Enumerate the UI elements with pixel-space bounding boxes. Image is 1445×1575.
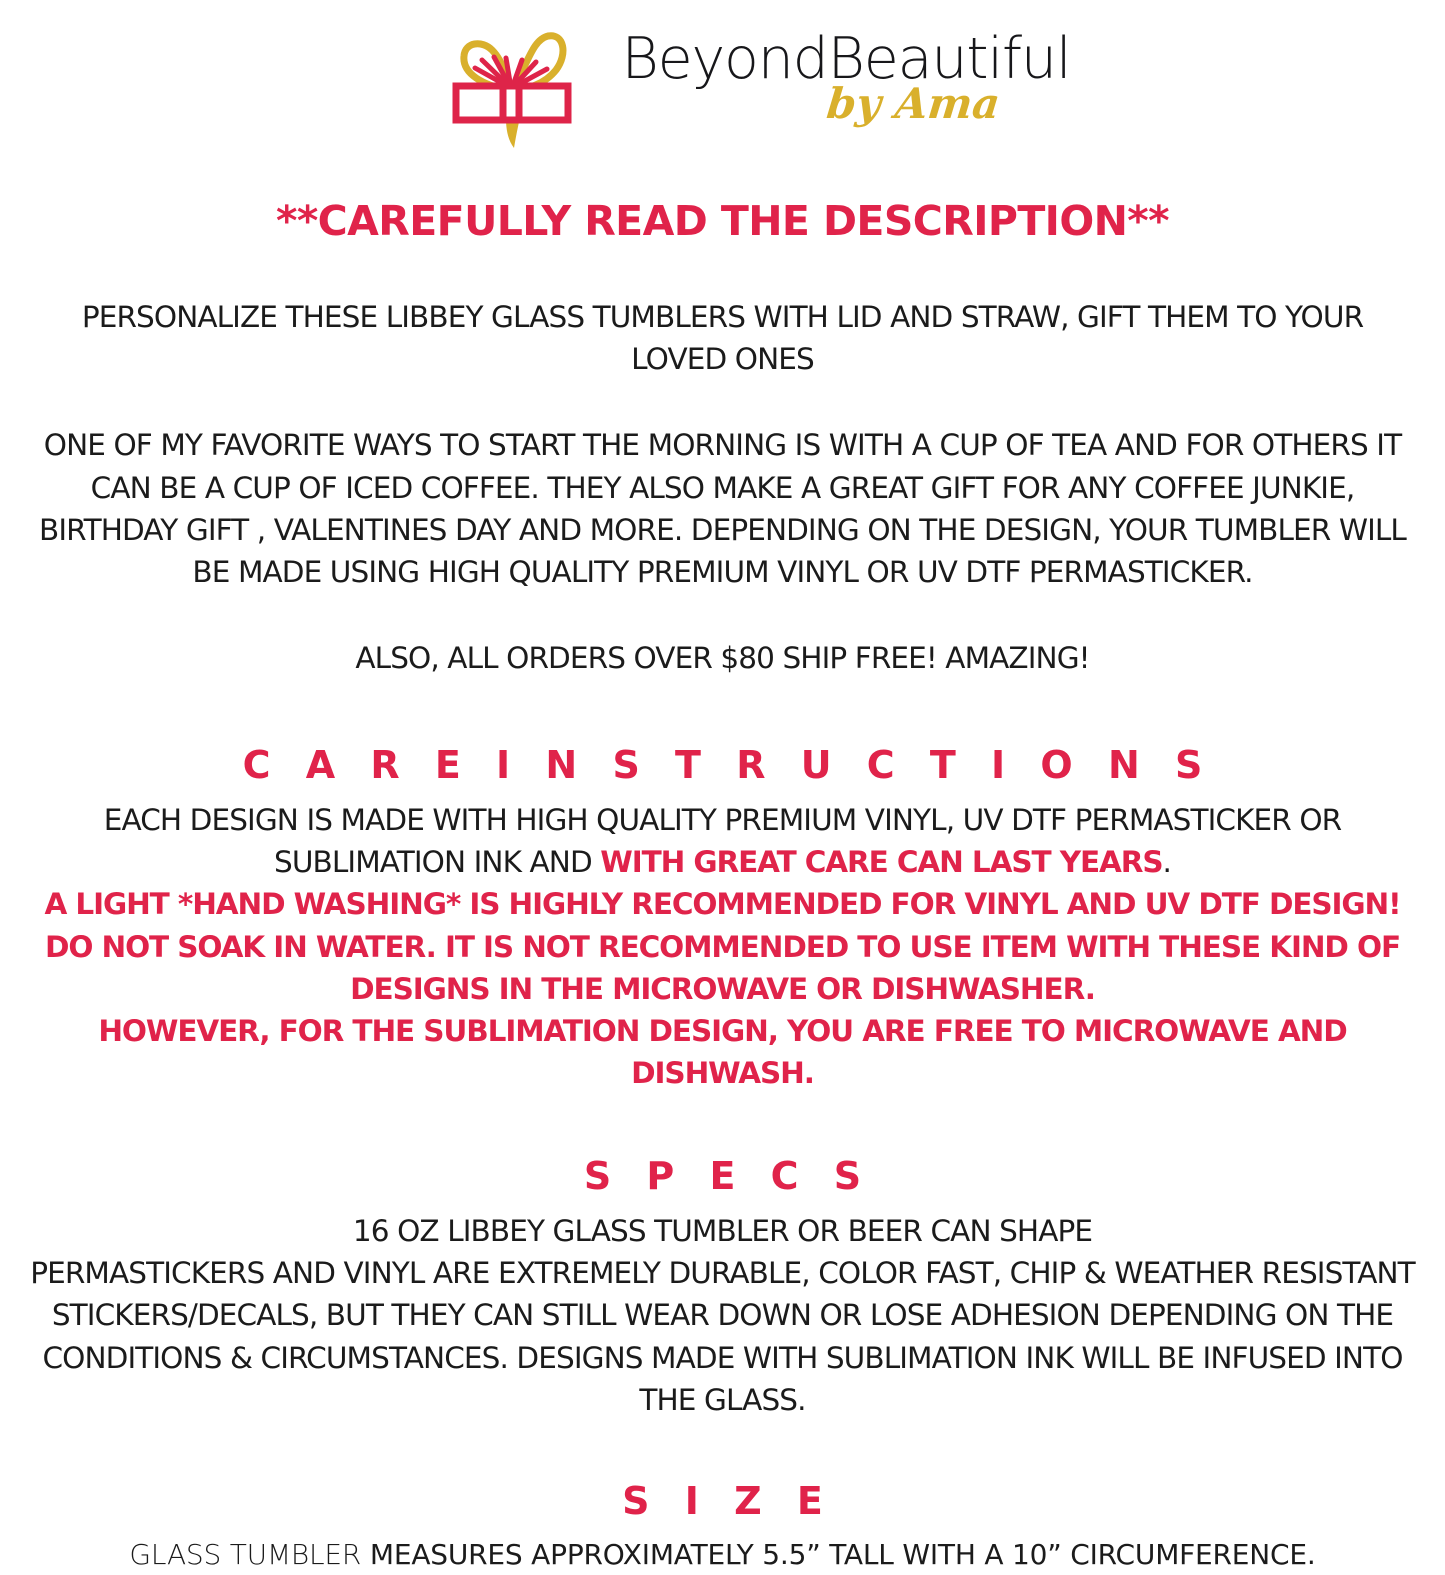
care-line3: DO NOT SOAK IN WATER. IT IS NOT RECOMMENDED TO USE ITEM WITH THESE KIND OF DESIGNS IN THE MICROWAVE OR DISHWASHER. [44,929,1401,1006]
care-instructions-heading: C A R E I N S T R U C T I O N S [242,743,1214,788]
care-instructions-body [23,799,1423,1094]
specs-body [8,1210,1438,1421]
page-title: **CAREFULLY READ THE DESCRIPTION** [276,197,1169,245]
specs-line1: 16 OZ LIBBEY GLASS TUMBLER OR BEER CAN SHAPE [352,1214,1093,1249]
gift-box-icon [444,24,580,152]
care-line1-highlight: WITH GREAT CARE CAN LAST YEARS [600,845,1163,880]
care-line1-tail: . [1162,845,1171,880]
brand-header [0,0,1445,150]
specs-line2: PERMASTICKERS AND VINYL ARE EXTREMELY DURABLE, COLOR FAST, CHIP & WEATHER RESISTANT STICKERS/DECALS, BUT THEY CAN STILL WEAR DOWN OR LOSE ADHESION DEPENDING ON THE CONDITIONS & CIRCUMSTANCES. DESIGNS MADE WITH SUBLIMATION INK WILL BE INFUSED INTO THE GLASS. [30,1256,1415,1417]
intro-paragraph: PERSONALIZE THESE LIBBEY GLASS TUMBLERS WITH LID AND STRAW, GIFT THEM TO YOUR LOVED ONES [81,300,1364,377]
brand-tagline: by Ama [824,79,1003,128]
description-content [0,199,1445,1575]
size-body [8,1535,1438,1575]
size-rest: MEASURES APPROXIMATELY 5.5” TALL WITH A 10” CIRCUMFERENCE. [369,1537,1316,1571]
specs-heading: S P E C S [583,1154,873,1199]
care-line1-black: EACH DESIGN IS MADE WITH HIGH QUALITY PREMIUM VINYL, UV DTF PERMASTICKER OR SUBLIMATION INK AND [103,803,1342,880]
care-line2: A LIGHT *HAND WASHING* IS HIGHLY RECOMMENDED FOR VINYL AND UV DTF DESIGN! [44,887,1401,922]
brand-wordmark [621,25,1071,151]
story-paragraph: ONE OF MY FAVORITE WAYS TO START THE MORNING IS WITH A CUP OF TEA AND FOR OTHERS IT CAN BE A CUP OF ICED COFFEE. THEY ALSO MAKE A GREAT GIFT FOR ANY COFFEE JUNKIE, BIRTHDAY GIFT , VALENTINES DAY AND MORE. DEPENDING ON THE DESIGN, YOUR TUMBLER WILL BE MADE USING HIGH QUALITY PREMIUM VINYL OR UV DTF PERMASTICKER. [39,428,1406,589]
brand-name: BeyondBeautiful [621,26,1071,92]
care-line4: HOWEVER, FOR THE SUBLIMATION DESIGN, YOU ARE FREE TO MICROWAVE AND DISHWASH. [98,1013,1347,1091]
size-heading: S I Z E [622,1478,834,1523]
shipping-paragraph: ALSO, ALL ORDERS OVER $80 SHIP FREE! AMAZING! [355,641,1090,676]
size-lead: GLASS TUMBLER [129,1537,370,1571]
